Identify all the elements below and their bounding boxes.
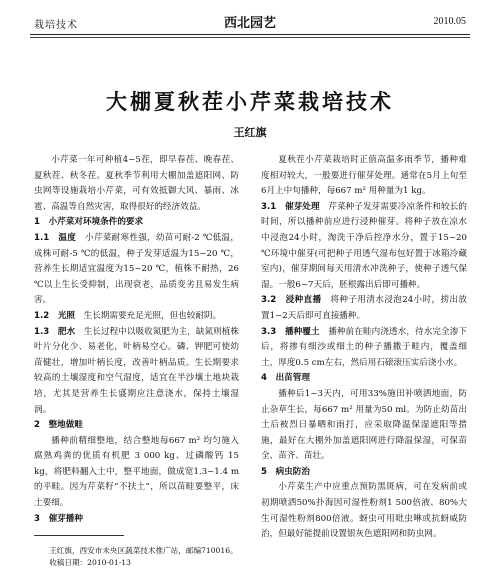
header-rule-thin: [30, 37, 470, 38]
page-header: [0, 0, 500, 40]
intro-paragraph: 小芹菜一年可种植4~5茬，即早春茬、晚春茬、夏秋茬、秋冬茬。夏秋季节利用大棚加盖遮阳网、防虫网等设施栽培小芹菜，可有效抵御大风、暴雨、冰雹、高温等自然灾害，取得很好的经济效益。: [34, 155, 239, 212]
issue-date: 2010.05: [433, 16, 466, 27]
journal-name: 西北园艺: [223, 16, 276, 31]
article-author: 王红旗: [233, 126, 267, 139]
footnote-rule: [34, 535, 124, 536]
subsection-label: 1.2 光照: [34, 310, 76, 321]
paragraph: 小芹菜生产中应重点预防黑斑病，可在发病前或初期喷洒50%扑海因可湿性粉剂1 500倍液、80%大生可湿性粉剂800倍液。蚜虫可用吡虫啉或抗蚜威防治，但最好能提前设置银灰色遮阳网和防虫网。: [261, 482, 467, 540]
paragraph-text: 生长过程中以吸收氮肥为主，缺氮则植株叶片分化少、易老化，叶柄易空心。磷、钾肥可使幼苗健壮，增加叶柄长度，改善叶柄品质。生长期要求较高的土壤湿度和空气湿度，适宜在半沙壤土地块栽培，尤其是营养生长盛期应注意浇水，保持土壤湿润。: [34, 326, 239, 415]
section-heading: 5 病虫防治: [261, 466, 310, 477]
paragraph: [261, 293, 467, 324]
section-heading: 1 小芹菜对环境条件的要求: [34, 217, 144, 228]
paragraph-text: 播种前在畦内浇透水，待水完全渗下后，将掺有细沙或细土的种子播撒于畦内，覆盖细土，厚度0.5 cm左右，然后用石磙滚压实后浇小水。: [261, 326, 467, 368]
paragraph: [34, 309, 239, 325]
paragraph-text: 生长期需要充足光照，但也较耐阴。: [83, 310, 222, 321]
paragraph: 夏秋茬小芹菜栽培时正值高温多雨季节，播种难度相对较大，一般要进行催芽处理。通常在5月上旬至6月上中旬播种，每667 m² 用种量为1 kg。: [261, 155, 467, 197]
paragraph: [261, 325, 467, 372]
section-heading: 4 出苗管理: [261, 373, 310, 384]
article-title: 大棚夏秋茬小芹菜栽培技术: [106, 90, 394, 114]
subsection-label: 1.3 肥水: [34, 326, 76, 337]
subsection-label: 3.3 播种覆土: [261, 326, 320, 337]
author-affiliation: 王红旗，西安市未央区蔬菜技术推广站，邮编710016。: [49, 546, 238, 555]
section-heading: 3 催芽播种: [34, 513, 83, 524]
paragraph: [34, 325, 239, 419]
header-rule: [30, 34, 470, 35]
section-heading: 2 整地做畦: [34, 420, 83, 431]
paragraph: 播种前精细整地，结合整地每667 m² 均匀施入腐熟鸡粪的优质有机肥 3 000 kg、过磷酸钙 15 kg，将肥料翻入土中，整平地面，做成宽1.3~1.4 m的平畦。因为芹菜籽“不扶土”，所以苗畦要整平，床土要细。: [34, 435, 239, 509]
paragraph: 播种后1~3天内，可用33%施田补喷洒地面，防止杂草生长，每667 m² 用量为50 ml。为防止幼苗出土后被烈日暴晒和雨打，应采取降温保湿遮阳等措施，最好在大棚外加盖遮阳网进行降温保湿，可保苗全、苗齐、苗壮。: [261, 388, 467, 462]
paragraph: [34, 231, 239, 309]
right-column: [261, 153, 467, 543]
paragraph: [261, 200, 467, 294]
paragraph-text: 小芹菜耐寒性强，幼苗可耐-2 ℃低温，成株可耐-5 ℃的低温，种子发芽适温为15~20 ℃，营养生长期适宜温度为15~20 ℃，植株不耐热，26 ℃以上生长受抑制，出现衰老，品质变劣且易发生病害。: [34, 232, 239, 306]
received-date: 收稿日期：2010-01-13: [49, 558, 131, 567]
paragraph-text: 将种子用清水浸泡24小时，捞出放置1~2天后即可直接播种。: [261, 295, 467, 321]
subsection-label: 3.1 催芽处理: [261, 201, 320, 212]
subsection-label: 3.2 浸种直播: [261, 295, 322, 306]
left-column: [34, 153, 239, 527]
subsection-label: 1.1 温度: [34, 232, 77, 243]
footnote: [34, 545, 239, 569]
paragraph-text: 芹菜种子发芽需要冷凉条件和较长的时间，所以播种前应进行浸种催芽。将种子放在凉水中浸泡24小时，淘洗干净后控净水分，置于15~20 ℃环境中催芽(可把种子用透气湿布包好置于冰箱冷藏室内)，催芽期间每天用清水冲洗种子，使种子透气保湿。一般6~7天后，胚根露出后即可播种。: [261, 201, 467, 290]
journal-section-label: 栽培技术: [34, 20, 78, 31]
